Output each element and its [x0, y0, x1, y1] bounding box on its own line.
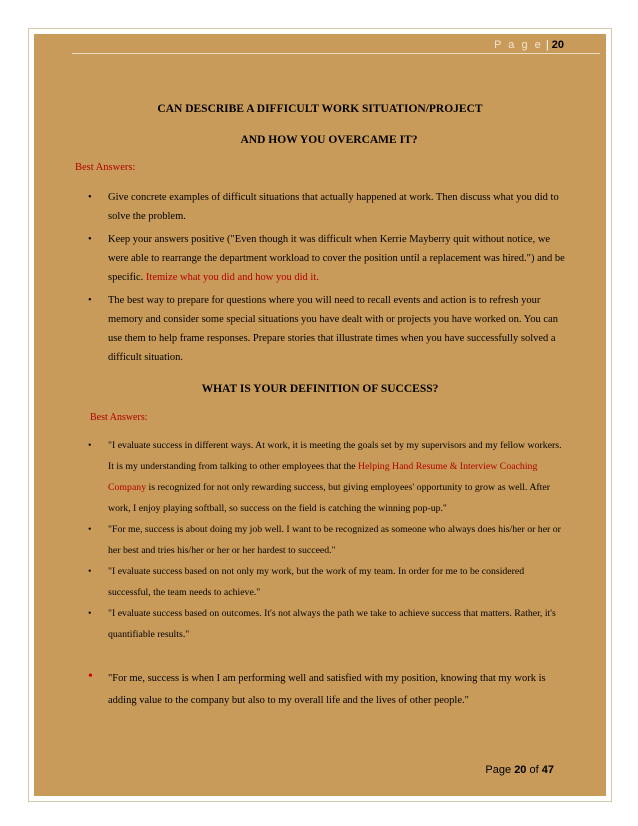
section1-bullet-list: [86, 188, 566, 371]
document-page: [34, 34, 606, 796]
list-item: • The best way to prepare for questions where you will need to recall events and action is to refresh your memory and consider some special situations you have dealt with or projects you have worked on. You can use them to help frame responses. Prepare stories that illustrate times when you have successfully solved a difficult situation.: [86, 291, 566, 367]
section2-bullet-list: [86, 435, 566, 645]
list-item: • Give concrete examples of difficult situations that actually happened at work. Then discuss what you did to solve the problem.: [86, 188, 566, 226]
list-item: • "For me, success is when I am performing well and satisfied with my position, knowing that my work is adding value to the company but also to my overall life and the lives of other people.": [86, 668, 566, 712]
list-item: • "I evaluate success in different ways. At work, it is meeting the goals set by my supervisors and my fellow workers. It is my understanding from talking to other employees that the Helping Hand Resume & Interview Coaching Company is recognized for not only rewarding success, but giving employees' opportunity to grow as well. After work, I enjoy playing softball, so success on the field is catching the winning pop-up.": [86, 435, 566, 519]
list-item: • Keep your answers positive ("Even though it was difficult when Kerrie Mayberry quit without notice, we were able to rearrange the department workload to cover the position until a replacement was hired.") and be specific. Itemize what you did and how you did it.: [86, 230, 566, 287]
section1-best-answers-label: Best Answers:: [75, 162, 136, 173]
section2-final-bullet: [86, 668, 566, 712]
list-item: • "I evaluate success based on not only my work, but the work of my team. In order for me to be considered successful, the team needs to achieve.": [86, 561, 566, 603]
footer-page-count: Page 20 of 47: [485, 764, 554, 776]
section2-title: WHAT IS YOUR DEFINITION OF SUCCESS?: [201, 383, 439, 395]
section1-title-line2: AND HOW YOU OVERCAME IT?: [240, 134, 418, 146]
list-item: • "For me, success is about doing my job well. I want to be recognized as someone who always does his/her or her or her best and tries his/her or her or her hardest to succeed.": [86, 519, 566, 561]
header-rule: [72, 53, 600, 54]
itemize-highlight: Itemize what you did and how you did it.: [145, 272, 319, 283]
header-page-number: P a g e | 20: [494, 39, 564, 51]
section2-best-answers-label: Best Answers:: [90, 412, 148, 423]
company-name-highlight: Helping Hand Resume & Interview Coaching Company: [108, 461, 538, 493]
list-item: • "I evaluate success based on outcomes. It's not always the path we take to achieve success that matters. Rather, it's quantifiable results.": [86, 603, 566, 645]
section1-title-line1: CAN DESCRIBE A DIFFICULT WORK SITUATION/PROJECT: [157, 103, 483, 115]
